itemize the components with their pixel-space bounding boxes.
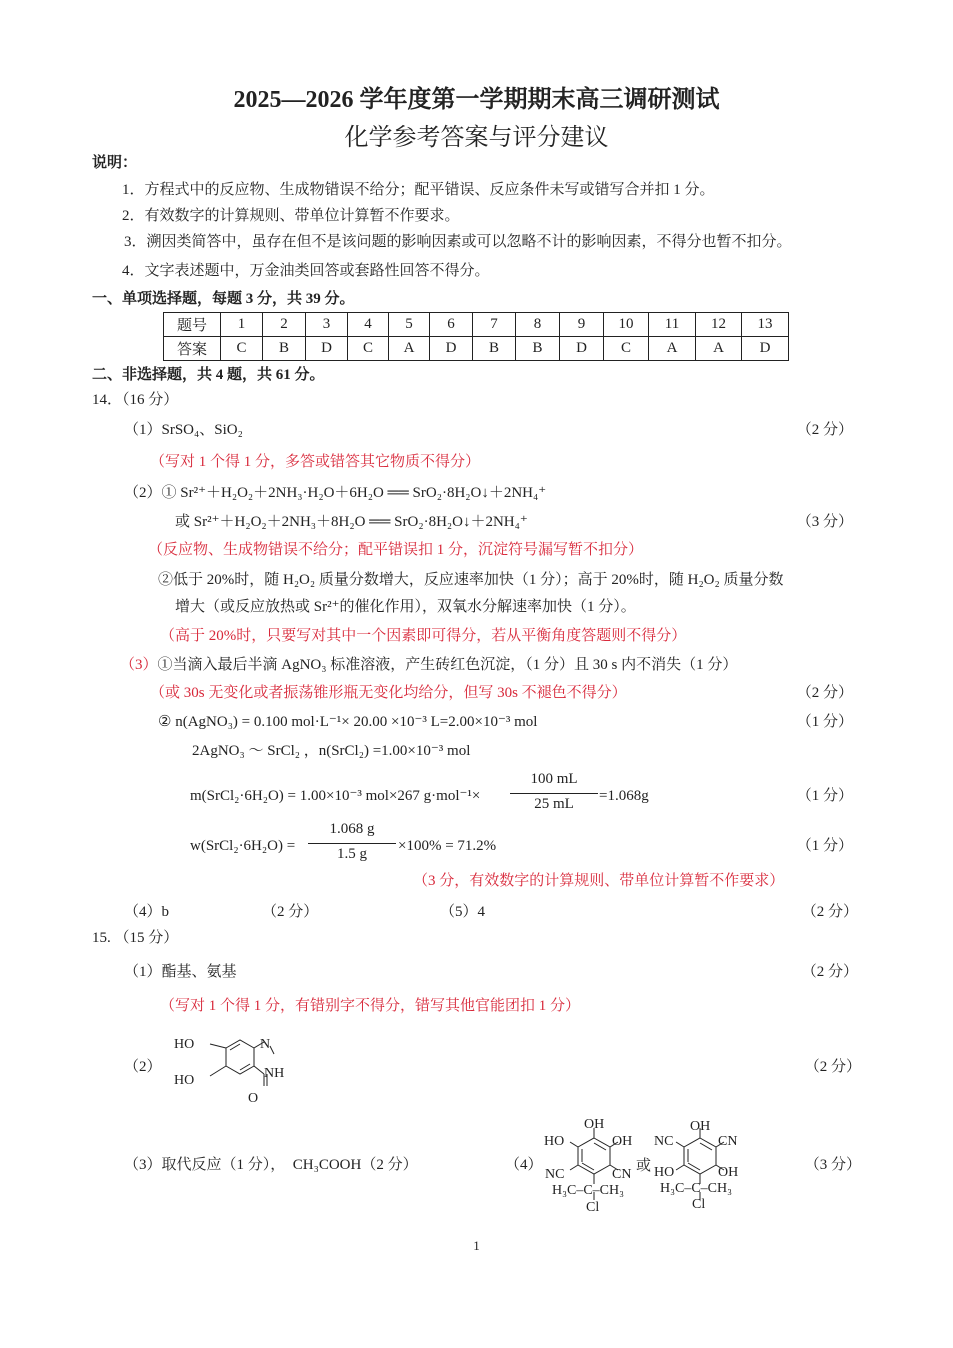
table-row-answers (164, 337, 789, 361)
table-cell: 1 (221, 313, 263, 337)
atom-label: HO (174, 1073, 195, 1088)
table-cell: D (306, 337, 348, 361)
score: （2 分） (804, 1059, 861, 1075)
q14-p2-equation-1: （2）① Sr²⁺＋H₂O₂＋2NH₃·H₂O＋6H₂O ══ SrO₂·8H₂O↓＋2NH₄⁺ (124, 485, 547, 501)
table-cell: A (649, 337, 696, 361)
atom-label: OH (584, 1117, 605, 1132)
section2-heading: 二、非选择题，共 4 题，共 61 分。 (92, 367, 325, 383)
score: （1 分） (796, 714, 853, 730)
section1-heading: 一、单项选择题，每题 3 分，共 39 分。 (92, 291, 355, 307)
atom-label: N (260, 1037, 271, 1052)
answer-text: ①当滴入最后半滴 AgNO₃ 标准溶液，产生砖红色沉淀，（1 分）且 30 s 内不消失（1 分） (157, 657, 738, 673)
table-cell: C (348, 337, 389, 361)
table-cell: 2 (263, 313, 306, 337)
q14-p2-answer-2: ②低于 20%时，随 H₂O₂ 质量分数增大，反应速率加快（1 分）；高于 20%时，随 H₂O₂ 质量分数 (158, 572, 784, 588)
table-cell: 13 (742, 313, 789, 337)
score: （2 分） (801, 964, 858, 980)
fraction-mass (308, 819, 396, 864)
row-label: 题号 (164, 313, 221, 337)
table-cell: D (560, 337, 604, 361)
atom-label: Cl (692, 1197, 706, 1212)
q14-p4-answer: （4）b (124, 904, 170, 920)
score: （3 分） (796, 514, 853, 530)
table-cell: 4 (348, 313, 389, 337)
atom-label: CN (718, 1134, 738, 1149)
score: （1 分） (796, 838, 853, 854)
score: （2 分） (796, 422, 853, 438)
note-item: 4．文字表述题中，万金油类回答或套路性回答不得分。 (122, 263, 490, 279)
fraction-volume (510, 769, 598, 814)
table-cell: 12 (696, 313, 742, 337)
grading-note: （3 分，有效数字的计算规则、带单位计算暂不作要求） (413, 873, 785, 889)
table-cell: 8 (516, 313, 560, 337)
q15-p2-label: （2） (124, 1059, 162, 1075)
table-cell: 3 (306, 313, 348, 337)
calc-line: ② n(AgNO₃) = 0.100 mol·L⁻¹× 20.00 ×10⁻³ L=2.00×10⁻³ mol (158, 714, 538, 730)
denominator: 1.5 g (308, 843, 396, 864)
atom-label: H₃C–C–CH₃ (552, 1183, 624, 1198)
score: （1 分） (796, 788, 853, 804)
table-cell: A (696, 337, 742, 361)
q14-heading: 14．（16 分） (92, 392, 179, 408)
quinazolinone-structure (168, 1030, 298, 1110)
table-cell: A (389, 337, 430, 361)
atom-label: Cl (586, 1200, 600, 1215)
q14-p3-answer-1 (120, 655, 737, 675)
numerator: 100 mL (530, 771, 578, 787)
atom-label: OH (718, 1165, 739, 1180)
row-label: 答案 (164, 337, 221, 361)
table-row-questions (164, 313, 789, 337)
q15-heading: 15. （15 分） (92, 930, 179, 946)
note-item: 3．溯因类简答中，虽存在但不是该问题的影响因素或可以忽略不计的影响因素，不得分也暂不扣分。 (124, 234, 792, 250)
table-cell: B (263, 337, 306, 361)
atom-label: NC (654, 1134, 674, 1149)
calc-fraction-right: ×100% = 71.2% (398, 838, 497, 854)
numerator: 1.068 g (329, 821, 375, 837)
answer-table (163, 312, 789, 361)
atom-label: OH (690, 1119, 711, 1134)
score: （2 分） (801, 904, 858, 920)
score: （3 分） (804, 1157, 861, 1173)
atom-label: HO (174, 1037, 195, 1052)
table-cell: 7 (473, 313, 516, 337)
atom-label: HO (654, 1165, 675, 1180)
document-subtitle: 化学参考答案与评分建议 (344, 123, 609, 151)
table-cell: 6 (430, 313, 473, 337)
q14-p1-answer: （1）SrSO₄、SiO₂ (124, 422, 243, 438)
calc-fraction-left: w(SrCl₂·6H₂O) = (190, 838, 296, 854)
q14-p5-answer: （5）4 (440, 904, 486, 920)
note-item: 1．方程式中的反应物、生成物错误不给分；配平错误、反应条件未写或错写合并扣 1 分。 (122, 182, 715, 198)
atom-label: O (248, 1091, 259, 1106)
table-cell: C (221, 337, 263, 361)
q15-p3-answer: （3）取代反应（1 分）， CH₃COOH（2 分） (124, 1157, 418, 1173)
score: （2 分） (262, 904, 319, 920)
notes-heading: 说明： (92, 155, 138, 171)
calc-mass-left: m(SrCl₂·6H₂O) = 1.00×10⁻³ mol×267 g·mol⁻¹× (190, 788, 481, 804)
table-cell: C (604, 337, 649, 361)
table-cell: B (473, 337, 516, 361)
q15-p1-answer: （1）酯基、氨基 (124, 964, 237, 980)
atom-label: HO (544, 1134, 565, 1149)
grading-note: （或 30s 无变化或者振荡锥形瓶无变化均给分，但写 30s 不褪色不得分） (150, 685, 627, 701)
table-cell: 11 (649, 313, 696, 337)
grading-note: （高于 20%时，只要写对其中一个因素即可得分，若从平衡角度答题则不得分） (160, 628, 687, 644)
note-item: 2．有效数字的计算规则、带单位计算暂不作要求。 (122, 208, 460, 224)
document-title: 2025—2026 学年度第一学期期末高三调研测试 (233, 87, 720, 113)
table-cell: D (430, 337, 473, 361)
calc-line: 2AgNO₃ ～ SrCl₂ ，n(SrCl₂) =1.00×10⁻³ mol (192, 743, 471, 759)
table-cell: 5 (389, 313, 430, 337)
atom-label: NC (545, 1167, 565, 1182)
table-cell: 10 (604, 313, 649, 337)
q14-p3-label: （3） (120, 657, 158, 673)
atom-label: H₃C–C–CH₃ (660, 1181, 732, 1196)
atom-label: CN (612, 1167, 632, 1182)
atom-label: OH (612, 1134, 633, 1149)
calc-mass-right: =1.068g (599, 788, 649, 804)
q14-p2-equation-2: 或 Sr²⁺＋H₂O₂＋2NH₃＋8H₂O ══ SrO₂·8H₂O↓＋2NH₄⁺ (175, 514, 528, 530)
q15-p4-label: （4） (505, 1157, 543, 1173)
score: （2 分） (796, 685, 853, 701)
grading-note: （写对 1 个得 1 分，有错别字不得分，错写其他官能团扣 1 分） (160, 998, 581, 1014)
page-number: 1 (473, 1238, 480, 1253)
grading-note: （反应物、生成物错误不给分；配平错误扣 1 分，沉淀符号漏写暂不扣分） (148, 542, 644, 558)
table-cell: D (742, 337, 789, 361)
or-label: 或 (636, 1158, 652, 1174)
q14-p2-answer-2-cont: 增大（或反应放热或 Sr²⁺的催化作用），双氧水分解速率加快（1 分）。 (175, 599, 636, 615)
table-cell: B (516, 337, 560, 361)
table-cell: 9 (560, 313, 604, 337)
grading-note: （写对 1 个得 1 分，多答或错答其它物质不得分） (150, 454, 481, 470)
denominator: 25 mL (510, 793, 598, 814)
product-structures (540, 1112, 740, 1217)
atom-label: NH (264, 1066, 285, 1081)
